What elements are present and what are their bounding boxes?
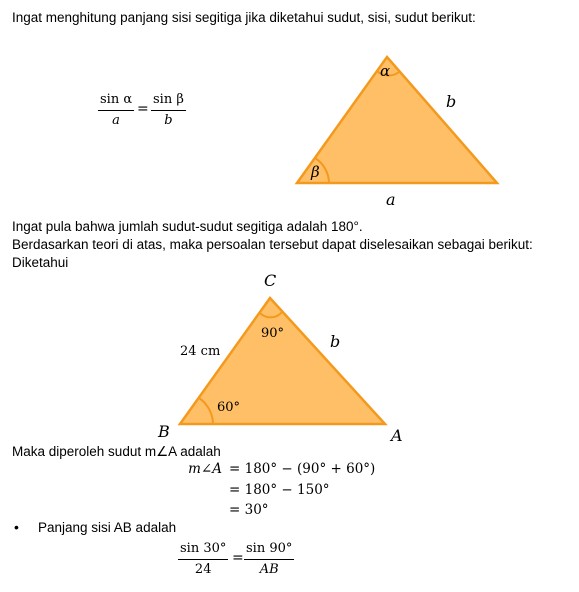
triangle-1 <box>297 57 497 183</box>
vertex-c-label: C <box>264 271 277 290</box>
side-a-label: a <box>386 190 396 209</box>
sine-rule-right-numerator: sin β <box>153 92 184 107</box>
side-b-label: b <box>446 92 457 111</box>
sine-rule-equals: = <box>137 101 149 117</box>
final-equals: = <box>232 550 244 566</box>
angle-alpha-label: α <box>380 62 391 80</box>
vertex-b-label: B <box>158 422 170 441</box>
side-bc-label: 24 cm <box>180 344 221 359</box>
side-ca-label: b <box>330 332 341 351</box>
angle-c-label: 90° <box>261 326 285 341</box>
step-3-rhs: = 30° <box>229 502 269 518</box>
sine-rule-left-denominator: a <box>112 113 120 128</box>
final-left-numerator: sin 30° <box>180 541 227 556</box>
intro-text: Ingat menghitung panjang sisi segitiga jika diketahui sudut, sisi, sudut berikut: <box>12 10 476 25</box>
triangle-2 <box>180 298 385 424</box>
fraction-bar <box>178 559 228 560</box>
sine-rule-right-denominator: b <box>164 113 173 128</box>
vertex-a-label: A <box>391 426 403 445</box>
step-2-rhs: = 180° − 150° <box>229 482 330 498</box>
angles-sum-text: Ingat pula bahwa jumlah sudut-sudut segitiga adalah 180°. <box>12 219 363 234</box>
known-text: Diketahui <box>12 255 69 270</box>
sine-rule-left-numerator: sin α <box>100 92 133 107</box>
final-left-fraction <box>178 541 228 578</box>
step-1-rhs: = 180° − (90° + 60°) <box>229 461 376 477</box>
bullet-text: Panjang sisi AB adalah <box>38 520 177 535</box>
theory-text: Berdasarkan teori di atas, maka persoalan tersebut dapat diselesaikan sebagai berikut: <box>12 237 533 252</box>
angle-b-label: 60° <box>217 400 241 415</box>
angle-beta-label: β <box>311 163 320 181</box>
final-right-denominator: AB <box>259 562 279 577</box>
final-right-fraction <box>244 541 294 578</box>
fraction-bar <box>244 559 294 560</box>
final-left-denominator: 24 <box>194 562 212 577</box>
final-right-numerator: sin 90° <box>246 541 293 556</box>
bullet-icon: • <box>14 519 19 535</box>
step-1-lhs: m∠A <box>188 461 222 477</box>
angle-intro-text: Maka diperoleh sudut m∠A adalah <box>12 444 221 459</box>
